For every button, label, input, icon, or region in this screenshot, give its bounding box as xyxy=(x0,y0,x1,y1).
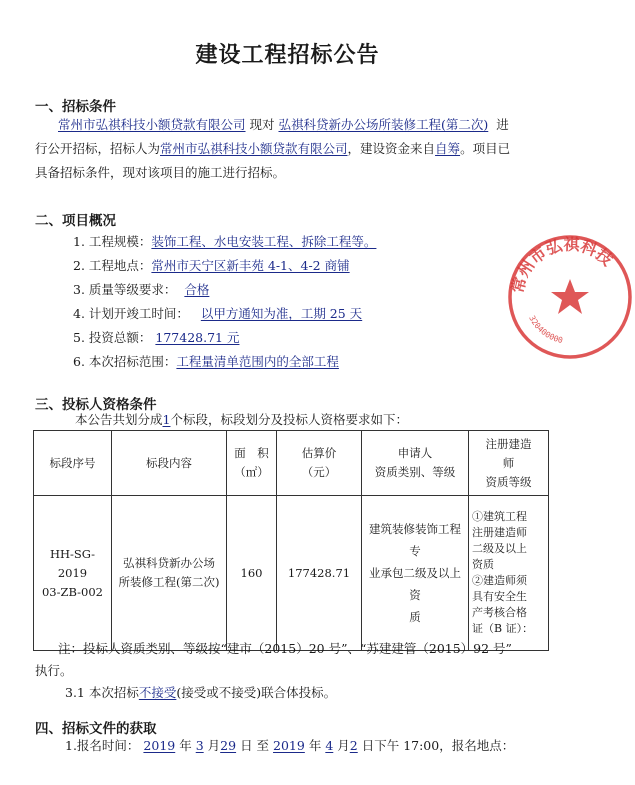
tender-conditions-line-1 xyxy=(58,113,509,137)
text-a: 现对 xyxy=(249,117,275,132)
text-c: 行公开招标，招标人为 xyxy=(35,141,161,156)
tender-conditions-line-2 xyxy=(35,137,510,161)
cell-builder: ①建筑工程 注册建造师 二级及以上 资质 ②建造师须 具有安全生 产考核合格 证（B 证）： xyxy=(469,496,549,651)
note-line-1: 注：投标人资质类别、等级按“建市（2015）20 号”、“苏建建管（2015）92 号” xyxy=(58,641,512,656)
col-header-content: 标段内容 xyxy=(112,431,227,496)
text-e: 。项目已 xyxy=(460,141,511,156)
project-owner: 常州市弘祺科技小额贷款有限公司 xyxy=(58,117,246,132)
cell-price: 177428.71 xyxy=(277,496,362,651)
cell-content: 弘祺科贷新办公场 所装修工程(第二次) xyxy=(112,496,227,651)
section-heading-tender-conditions: 一、招标条件 xyxy=(35,99,116,115)
seal-text: 常州市弘祺科技 xyxy=(507,234,617,295)
joint-bid-line: 3.1 本次招标不接受(接受或不接受)联合体投标。 xyxy=(65,685,337,700)
overview-item-investment: 5. 投资总额： 177428.71 元 xyxy=(73,330,240,345)
note-line-2: 执行。 xyxy=(35,663,73,678)
seal-code: 320400000 xyxy=(527,314,564,346)
lot-intro: 本公告共划分成1个标段，标段划分及投标人资格要求如下： xyxy=(75,412,408,427)
overview-item-quality: 3. 质量等级要求： 合格 xyxy=(73,282,210,297)
cell-lot-no: HH-SG-2019 03-ZB-002 xyxy=(34,496,112,651)
col-header-builder: 注册建造 师 资质等级 xyxy=(469,431,549,496)
company-seal xyxy=(505,232,635,362)
text-b: 进 xyxy=(496,117,509,132)
project-name: 弘祺科贷新办公场所装修工程(第二次) xyxy=(278,117,489,132)
registration-time-line: 1.报名时间： 2019 年 3 月29 日 至 2019 年 4 月2 日下午 17:00，报名地点： xyxy=(65,738,515,753)
page-title: 建设工程招标公告 xyxy=(195,43,380,68)
fund-source: 自筹 xyxy=(435,141,461,156)
tender-conditions-line-3: 具备招标条件，现对该项目的施工进行招标。 xyxy=(35,165,286,180)
seal-star-icon xyxy=(551,279,589,314)
section-heading-bidder-qualification: 三、投标人资格条件 xyxy=(35,397,157,413)
overview-item-location: 2. 工程地点：常州市天宁区新丰苑 4-1、4-2 商铺 xyxy=(73,258,350,273)
overview-item-scope: 6. 本次招标范围：工程量清单范围内的全部工程 xyxy=(73,354,339,369)
col-header-area: 面 积 （㎡） xyxy=(227,431,277,496)
svg-text:320400000 xyxy=(527,314,564,345)
col-header-price: 估算价 （元） xyxy=(277,431,362,496)
tenderer: 常州市弘祺科技小额贷款有限公司 xyxy=(160,141,348,156)
section-heading-project-overview: 二、项目概况 xyxy=(35,213,116,229)
overview-item-schedule: 4. 计划开竣工时间： 以甲方通知为准，工期 25 天 xyxy=(73,306,363,321)
text-d: ，建设资金来自 xyxy=(347,141,436,156)
col-header-qualification: 申请人 资质类别、等级 xyxy=(362,431,469,496)
section-heading-document-acquisition: 四、招标文件的获取 xyxy=(35,721,157,737)
cell-area: 160 xyxy=(227,496,277,651)
cell-qualification: 建筑装修装饰工程专 业承包二级及以上资 质 xyxy=(362,496,469,651)
table-header-row xyxy=(34,431,549,496)
col-header-lot-no: 标段序号 xyxy=(34,431,112,496)
overview-item-scale: 1. 工程规模：装饰工程、水电安装工程、拆除工程等。 xyxy=(73,234,377,249)
lot-table xyxy=(33,430,549,651)
table-row xyxy=(34,496,549,651)
